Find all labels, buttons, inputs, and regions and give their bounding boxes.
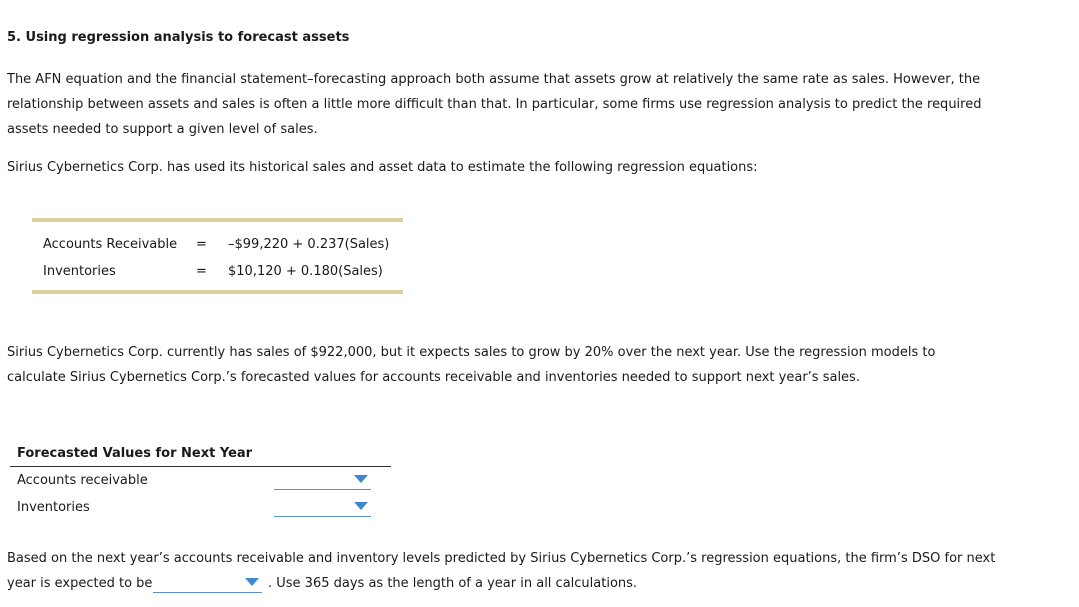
scenario-line-2: calculate Sirius Cybernetics Corp.’s forecasted values for accounts receivable and inventories needed to support next year’s sales. (7, 370, 860, 385)
regression-formula: $10,120 + 0.180(Sales) (228, 264, 383, 279)
dso-line-1: Based on the next year’s accounts receivable and inventory levels predicted by Sirius Cybernetics Corp.’s regression equations, the firm’s DSO for next (7, 551, 996, 566)
equals-sign: = (196, 264, 207, 279)
scenario-line-1: Sirius Cybernetics Corp. currently has sales of $922,000, but it expects sales to grow by 20% over the next year. Use the regression models to (7, 345, 936, 360)
company-statement: Sirius Cybernetics Corp. has used its historical sales and asset data to estimate the following regression equations: (7, 160, 758, 175)
forecast-label-ar: Accounts receivable (17, 473, 148, 488)
intro-line-2: relationship between assets and sales is often a little more difficult than that. In particular, some firms use regression analysis to predict the required (7, 97, 982, 112)
ar-dropdown[interactable] (274, 472, 371, 490)
regression-row-ar (32, 237, 403, 257)
intro-line-3: assets needed to support a given level of sales. (7, 122, 318, 137)
dso-prefix: year is expected to be (7, 576, 153, 591)
regression-label: Accounts Receivable (43, 237, 178, 252)
dso-dropdown[interactable] (153, 575, 262, 593)
dso-suffix: . Use 365 days as the length of a year in all calculations. (268, 576, 638, 591)
regression-table (32, 218, 403, 294)
forecast-label-inventories: Inventories (17, 500, 90, 515)
scenario-paragraph (7, 340, 1007, 390)
equals-sign: = (196, 237, 207, 252)
dropdown-arrow-icon[interactable] (354, 475, 368, 483)
forecast-header-divider (10, 466, 391, 467)
intro-paragraph (7, 67, 1007, 142)
dropdown-arrow-icon[interactable] (245, 578, 259, 586)
question-title: 5. Using regression analysis to forecast assets (7, 30, 350, 45)
inventories-dropdown[interactable] (274, 499, 371, 517)
forecast-table-header: Forecasted Values for Next Year (17, 446, 253, 461)
dropdown-arrow-icon[interactable] (354, 502, 368, 510)
regression-label: Inventories (43, 264, 116, 279)
regression-row-inventories (32, 264, 403, 284)
regression-formula: –$99,220 + 0.237(Sales) (228, 237, 390, 252)
intro-line-1: The AFN equation and the financial statement–forecasting approach both assume that assets grow at relatively the same rate as sales. However, the (7, 72, 981, 87)
